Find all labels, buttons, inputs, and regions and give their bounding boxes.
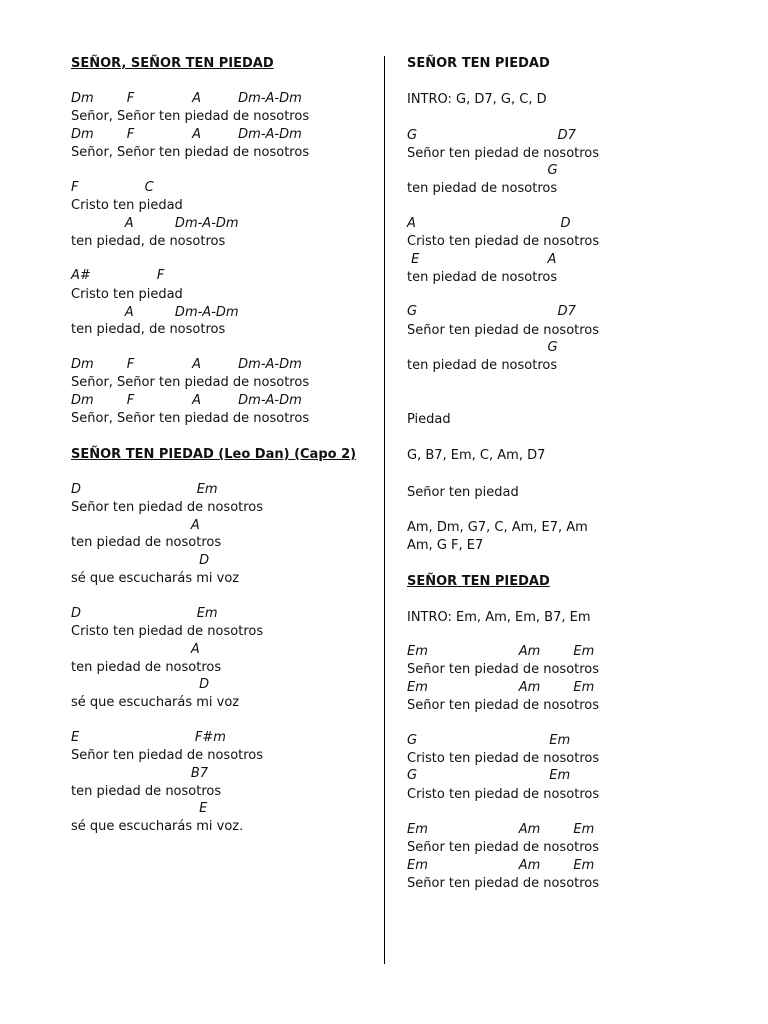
right-lyric-line: ten piedad de nosotros — [407, 270, 558, 285]
right-lyric-line: ten piedad de nosotros — [407, 358, 558, 373]
left-chord-line: Dm F A Dm-A-Dm — [71, 127, 302, 142]
right-chord-line: G D7 — [407, 304, 576, 319]
right-chord-line: A D — [407, 216, 571, 231]
right-lyric-line: Señor ten piedad de nosotros — [407, 662, 600, 677]
left-chord-line: A — [71, 642, 200, 657]
left-lyric-line: sé que escucharás mi voz — [71, 695, 240, 710]
left-lyric-line: Señor, Señor ten piedad de nosotros — [71, 145, 310, 160]
left-chord-line: Dm F A Dm-A-Dm — [71, 91, 302, 106]
left-lyric-line: sé que escucharás mi voz — [71, 571, 240, 586]
right-chord-line: G Em — [407, 733, 571, 748]
right-chord-line: E A — [407, 252, 557, 267]
right-chord-line: G D7 — [407, 128, 576, 143]
left-chord-line: Dm F A Dm-A-Dm — [71, 357, 302, 372]
right-lyric-line: INTRO: Em, Am, Em, B7, Em — [407, 610, 591, 625]
left-lyric-line: Señor ten piedad de nosotros — [71, 748, 264, 763]
left-chord-line: D Em — [71, 482, 218, 497]
right-chord-line: G Em — [407, 768, 571, 783]
right-lyric-line: Señor ten piedad — [407, 485, 519, 500]
right-lyric-line: Piedad — [407, 412, 451, 427]
right-chord-line: Em Am Em — [407, 822, 595, 837]
right-lyric-line: G, B7, Em, C, Am, D7 — [407, 448, 546, 463]
right-song-title: SEÑOR TEN PIEDAD — [407, 574, 550, 589]
left-lyric-line: Señor, Señor ten piedad de nosotros — [71, 109, 310, 124]
left-lyric-line: Señor ten piedad de nosotros — [71, 500, 264, 515]
left-chord-line: E — [71, 801, 208, 816]
right-chord-line: Em Am Em — [407, 680, 595, 695]
left-lyric-line: Cristo ten piedad — [71, 287, 183, 302]
left-lyric-line: ten piedad, de nosotros — [71, 322, 226, 337]
left-lyric-line: ten piedad de nosotros — [71, 660, 222, 675]
left-chord-line: A Dm-A-Dm — [71, 305, 239, 320]
right-chord-line: G — [407, 340, 558, 355]
left-chord-line: B7 — [71, 766, 209, 781]
right-chord-line: G — [407, 163, 558, 178]
left-lyric-line: Señor, Señor ten piedad de nosotros — [71, 375, 310, 390]
left-lyric-line: Cristo ten piedad de nosotros — [71, 624, 264, 639]
right-lyric-line: Señor ten piedad de nosotros — [407, 323, 600, 338]
right-lyric-line: Señor ten piedad de nosotros — [407, 876, 600, 891]
right-lyric-line: Am, Dm, G7, C, Am, E7, Am — [407, 520, 588, 535]
right-lyric-line: Señor ten piedad de nosotros — [407, 146, 600, 161]
right-lyric-line: Cristo ten piedad de nosotros — [407, 787, 600, 802]
left-chord-line: A — [71, 518, 200, 533]
right-chord-line: Em Am Em — [407, 858, 595, 873]
left-chord-line: A# F — [71, 268, 165, 283]
column-divider — [384, 56, 385, 964]
left-song-title: SEÑOR TEN PIEDAD (Leo Dan) (Capo 2) — [71, 447, 357, 462]
left-chord-line: D — [71, 677, 210, 692]
right-lyric-line: ten piedad de nosotros — [407, 181, 558, 196]
left-lyric-line: Cristo ten piedad — [71, 198, 183, 213]
left-lyric-line: ten piedad de nosotros — [71, 784, 222, 799]
left-chord-line: D — [71, 553, 210, 568]
right-lyric-line: Señor ten piedad de nosotros — [407, 698, 600, 713]
left-chord-line: F C — [71, 180, 154, 195]
right-song-title: SEÑOR TEN PIEDAD — [407, 56, 550, 71]
left-lyric-line: Señor, Señor ten piedad de nosotros — [71, 411, 310, 426]
left-lyric-line: ten piedad de nosotros — [71, 535, 222, 550]
right-lyric-line: Am, G F, E7 — [407, 538, 484, 553]
left-chord-line: E F#m — [71, 730, 226, 745]
right-lyric-line: Señor ten piedad de nosotros — [407, 840, 600, 855]
right-lyric-line: Cristo ten piedad de nosotros — [407, 234, 600, 249]
right-chord-line: Em Am Em — [407, 644, 595, 659]
right-lyric-line: INTRO: G, D7, G, C, D — [407, 92, 547, 107]
left-chord-line: Dm F A Dm-A-Dm — [71, 393, 302, 408]
left-lyric-line: ten piedad, de nosotros — [71, 234, 226, 249]
left-chord-line: D Em — [71, 606, 218, 621]
left-lyric-line: sé que escucharás mi voz. — [71, 819, 244, 834]
left-song-title: SEÑOR, SEÑOR TEN PIEDAD — [71, 56, 274, 71]
right-lyric-line: Cristo ten piedad de nosotros — [407, 751, 600, 766]
left-chord-line: A Dm-A-Dm — [71, 216, 239, 231]
